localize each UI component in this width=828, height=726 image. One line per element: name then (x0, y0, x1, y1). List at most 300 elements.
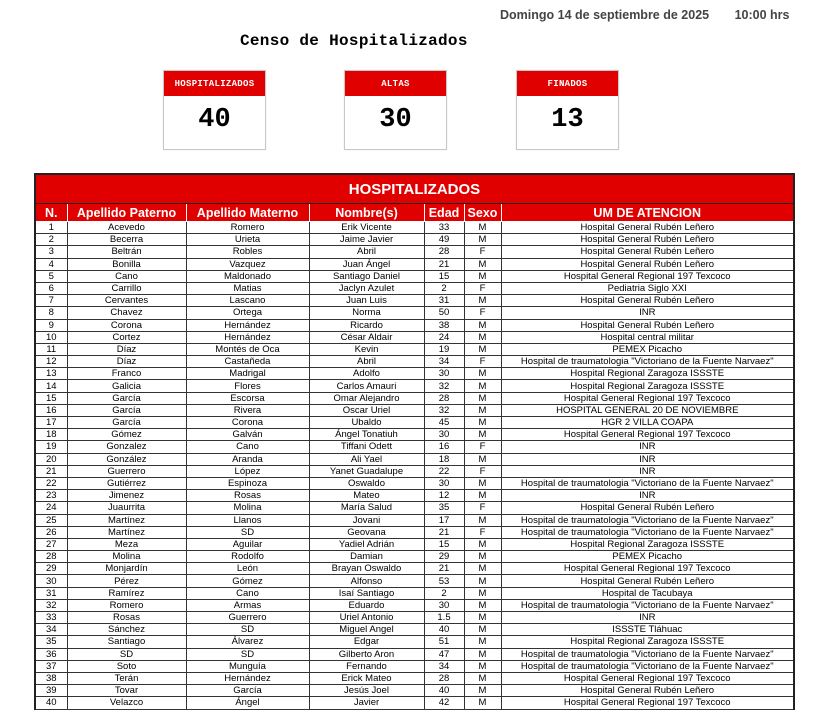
cell-paternal-surname: Ramírez (67, 587, 186, 599)
cell-maternal-surname: SD (186, 526, 309, 538)
hospitalized-card (163, 70, 266, 150)
cell-paternal-surname: Acevedo (67, 222, 186, 234)
cell-given-names: Jesús Joel (309, 685, 424, 697)
cell-number: 29 (36, 563, 67, 575)
cell-age: 19 (424, 343, 464, 355)
cell-given-names: Juan Luis (309, 295, 424, 307)
table-row (36, 502, 793, 514)
table-row (36, 429, 793, 441)
cell-sex: M (464, 514, 501, 526)
cell-care-unit: Hospital General Regional 197 Texcoco (501, 429, 793, 441)
cell-maternal-surname: Lascano (186, 295, 309, 307)
cell-sex: M (464, 599, 501, 611)
cell-age: 40 (424, 624, 464, 636)
cell-given-names: Abril (309, 246, 424, 258)
cell-care-unit: Pediatria Siglo XXI (501, 282, 793, 294)
cell-paternal-surname: Tovar (67, 685, 186, 697)
cell-number: 1 (36, 222, 67, 234)
cell-number: 4 (36, 258, 67, 270)
cell-number: 23 (36, 490, 67, 502)
table-row (36, 343, 793, 355)
cell-maternal-surname: Ángel (186, 697, 309, 709)
time-text: 10:00 hrs (734, 8, 790, 22)
cell-sex: M (464, 331, 501, 343)
cell-age: 21 (424, 526, 464, 538)
cell-sex: M (464, 234, 501, 246)
cell-number: 37 (36, 660, 67, 672)
cell-age: 15 (424, 538, 464, 550)
cell-sex: M (464, 672, 501, 684)
cell-given-names: Edgar (309, 636, 424, 648)
cell-care-unit: Hospital de traumatologia "Victoriano de la Fuente Narvaez" (501, 514, 793, 526)
cell-paternal-surname: Soto (67, 660, 186, 672)
cell-sex: M (464, 343, 501, 355)
cell-paternal-surname: Terán (67, 672, 186, 684)
col-header-age: Edad (424, 204, 464, 222)
table-row (36, 490, 793, 502)
cell-paternal-surname: Gutiérrez (67, 477, 186, 489)
cell-maternal-surname: Hernández (186, 672, 309, 684)
cell-sex: M (464, 270, 501, 282)
cell-maternal-surname: Robles (186, 246, 309, 258)
col-header-number: N. (36, 204, 67, 222)
cell-age: 45 (424, 417, 464, 429)
cell-sex: F (464, 307, 501, 319)
cell-number: 8 (36, 307, 67, 319)
cell-paternal-surname: Beltrán (67, 246, 186, 258)
table-body (36, 222, 793, 710)
cell-number: 21 (36, 465, 67, 477)
cell-sex: M (464, 429, 501, 441)
cell-care-unit: Hospital de traumatologia "Victoriano de la Fuente Narvaez" (501, 356, 793, 368)
cell-care-unit: HOSPITAL GENERAL 20 DE NOVIEMBRE (501, 404, 793, 416)
table-row (36, 380, 793, 392)
cell-age: 16 (424, 441, 464, 453)
cell-paternal-surname: Juaurrita (67, 502, 186, 514)
cell-care-unit: Hospital de traumatologia "Victoriano de la Fuente Narvaez" (501, 660, 793, 672)
table-row (36, 453, 793, 465)
cell-maternal-surname: Madrigal (186, 368, 309, 380)
cell-paternal-surname: González (67, 453, 186, 465)
cell-number: 40 (36, 697, 67, 709)
cell-age: 51 (424, 636, 464, 648)
cell-paternal-surname: Franco (67, 368, 186, 380)
cell-paternal-surname: Meza (67, 538, 186, 550)
cell-age: 2 (424, 587, 464, 599)
table-row (36, 282, 793, 294)
cell-care-unit: Hospital Regional Zaragoza ISSSTE (501, 368, 793, 380)
cell-paternal-surname: Velazco (67, 697, 186, 709)
cell-age: 35 (424, 502, 464, 514)
cell-paternal-surname: Cano (67, 270, 186, 282)
cell-age: 15 (424, 270, 464, 282)
cell-paternal-surname: Gonzalez (67, 441, 186, 453)
table-row (36, 685, 793, 697)
table-row (36, 648, 793, 660)
cell-number: 35 (36, 636, 67, 648)
cell-number: 36 (36, 648, 67, 660)
cell-maternal-surname: Urieta (186, 234, 309, 246)
cell-number: 30 (36, 575, 67, 587)
cell-number: 32 (36, 599, 67, 611)
col-header-sex: Sexo (464, 204, 501, 222)
hospitalized-card-label: HOSPITALIZADOS (164, 71, 265, 96)
cell-paternal-surname: Carrillo (67, 282, 186, 294)
cell-number: 11 (36, 343, 67, 355)
table-row (36, 636, 793, 648)
cell-number: 14 (36, 380, 67, 392)
report-date (500, 8, 790, 22)
table-row (36, 222, 793, 234)
cell-number: 19 (36, 441, 67, 453)
cell-number: 18 (36, 429, 67, 441)
cell-age: 21 (424, 563, 464, 575)
deceased-card-value: 13 (551, 105, 584, 135)
cell-given-names: Oswaldo (309, 477, 424, 489)
cell-number: 33 (36, 612, 67, 624)
deceased-card (516, 70, 619, 150)
cell-sex: M (464, 392, 501, 404)
cell-care-unit: Hospital General Regional 197 Texcoco (501, 270, 793, 282)
cell-age: 30 (424, 477, 464, 489)
cell-maternal-surname: Hernández (186, 331, 309, 343)
cell-given-names: Javier (309, 697, 424, 709)
table-row (36, 417, 793, 429)
cell-sex: M (464, 380, 501, 392)
cell-paternal-surname: Chavez (67, 307, 186, 319)
table-row (36, 295, 793, 307)
cell-sex: F (464, 526, 501, 538)
cell-age: 42 (424, 697, 464, 709)
table-row (36, 465, 793, 477)
table-row (36, 575, 793, 587)
cell-care-unit: Hospital de traumatologia "Victoriano de la Fuente Narvaez" (501, 477, 793, 489)
cell-maternal-surname: López (186, 465, 309, 477)
table-row (36, 697, 793, 709)
cell-maternal-surname: Rivera (186, 404, 309, 416)
cell-maternal-surname: Gómez (186, 575, 309, 587)
cell-paternal-surname: Gómez (67, 429, 186, 441)
cell-given-names: Ali Yael (309, 453, 424, 465)
discharges-card-label: ALTAS (345, 71, 446, 96)
cell-maternal-surname: Rodolfo (186, 551, 309, 563)
cell-maternal-surname: Espinoza (186, 477, 309, 489)
table-row (36, 392, 793, 404)
cell-number: 17 (36, 417, 67, 429)
cell-given-names: Jaclyn Azulet (309, 282, 424, 294)
cell-given-names: Ángel Tonatiuh (309, 429, 424, 441)
cell-sex: F (464, 502, 501, 514)
table-row (36, 368, 793, 380)
cell-given-names: Yadiel Adrián (309, 538, 424, 550)
cell-sex: M (464, 258, 501, 270)
table-row (36, 624, 793, 636)
cell-age: 28 (424, 246, 464, 258)
table-row (36, 404, 793, 416)
table-row (36, 612, 793, 624)
cell-care-unit: Hospital General Rubén Leñero (501, 234, 793, 246)
cell-care-unit: Hospital Regional Zaragoza ISSSTE (501, 538, 793, 550)
cell-given-names: Gilberto Aron (309, 648, 424, 660)
cell-number: 24 (36, 502, 67, 514)
cell-number: 26 (36, 526, 67, 538)
table-row (36, 672, 793, 684)
table-row (36, 551, 793, 563)
table-row (36, 234, 793, 246)
cell-age: 38 (424, 319, 464, 331)
cell-age: 12 (424, 490, 464, 502)
cell-age: 29 (424, 551, 464, 563)
cell-care-unit: Hospital central militar (501, 331, 793, 343)
discharges-card (344, 70, 447, 150)
cell-care-unit: Hospital de Tacubaya (501, 587, 793, 599)
cell-number: 38 (36, 672, 67, 684)
cell-number: 3 (36, 246, 67, 258)
cell-maternal-surname: Aranda (186, 453, 309, 465)
cell-paternal-surname: García (67, 404, 186, 416)
cell-number: 25 (36, 514, 67, 526)
cell-sex: M (464, 624, 501, 636)
cell-paternal-surname: Cervantes (67, 295, 186, 307)
cell-number: 28 (36, 551, 67, 563)
cell-given-names: Brayan Oswaldo (309, 563, 424, 575)
cell-sex: M (464, 685, 501, 697)
cell-maternal-surname: Llanos (186, 514, 309, 526)
cell-maternal-surname: Hernández (186, 319, 309, 331)
cell-care-unit: Hospital General Regional 197 Texcoco (501, 672, 793, 684)
cell-age: 24 (424, 331, 464, 343)
cell-given-names: Ubaldo (309, 417, 424, 429)
census-table (36, 204, 793, 710)
cell-maternal-surname: Romero (186, 222, 309, 234)
cell-given-names: Adolfo (309, 368, 424, 380)
cell-paternal-surname: Bonilla (67, 258, 186, 270)
cell-paternal-surname: SD (67, 648, 186, 660)
cell-paternal-surname: García (67, 392, 186, 404)
col-header-care-unit: UM DE ATENCION (501, 204, 793, 222)
cell-given-names: Kevin (309, 343, 424, 355)
cell-maternal-surname: SD (186, 648, 309, 660)
cell-paternal-surname: Díaz (67, 356, 186, 368)
cell-given-names: Omar Alejandro (309, 392, 424, 404)
table-row (36, 319, 793, 331)
cell-number: 16 (36, 404, 67, 416)
cell-age: 21 (424, 258, 464, 270)
cell-care-unit: Hospital General Rubén Leñero (501, 575, 793, 587)
table-row (36, 599, 793, 611)
cell-maternal-surname: SD (186, 624, 309, 636)
cell-sex: M (464, 417, 501, 429)
cell-paternal-surname: Monjardín (67, 563, 186, 575)
cell-number: 7 (36, 295, 67, 307)
cell-age: 32 (424, 404, 464, 416)
cell-number: 15 (36, 392, 67, 404)
cell-age: 2 (424, 282, 464, 294)
cell-number: 5 (36, 270, 67, 282)
cell-sex: M (464, 222, 501, 234)
cell-maternal-surname: García (186, 685, 309, 697)
table-row (36, 441, 793, 453)
cell-care-unit: INR (501, 441, 793, 453)
cell-paternal-surname: Becerra (67, 234, 186, 246)
cell-care-unit: Hospital General Regional 197 Texcoco (501, 697, 793, 709)
cell-maternal-surname: Aguilar (186, 538, 309, 550)
deceased-card-label: FINADOS (517, 71, 618, 96)
cell-paternal-surname: Jimenez (67, 490, 186, 502)
cell-given-names: Ricardo (309, 319, 424, 331)
cell-number: 39 (36, 685, 67, 697)
col-header-maternal-surname: Apellido Materno (186, 204, 309, 222)
cell-sex: M (464, 612, 501, 624)
cell-sex: F (464, 465, 501, 477)
page-title: Censo de Hospitalizados (240, 32, 468, 50)
cell-age: 33 (424, 222, 464, 234)
cell-number: 12 (36, 356, 67, 368)
cell-age: 31 (424, 295, 464, 307)
cell-care-unit: INR (501, 307, 793, 319)
cell-care-unit: Hospital General Rubén Leñero (501, 222, 793, 234)
cell-maternal-surname: Cano (186, 587, 309, 599)
cell-care-unit: Hospital General Rubén Leñero (501, 246, 793, 258)
cell-given-names: Eduardo (309, 599, 424, 611)
cell-maternal-surname: Ortega (186, 307, 309, 319)
cell-paternal-surname: Díaz (67, 343, 186, 355)
table-row (36, 587, 793, 599)
cell-care-unit: Hospital de traumatologia "Victoriano de la Fuente Narvaez" (501, 599, 793, 611)
cell-paternal-surname: Galicia (67, 380, 186, 392)
cell-maternal-surname: Galván (186, 429, 309, 441)
cell-given-names: Geovana (309, 526, 424, 538)
cell-age: 34 (424, 356, 464, 368)
cell-maternal-surname: Maldonado (186, 270, 309, 282)
cell-maternal-surname: Molina (186, 502, 309, 514)
cell-paternal-surname: García (67, 417, 186, 429)
cell-age: 34 (424, 660, 464, 672)
cell-age: 30 (424, 429, 464, 441)
cell-given-names: Erick Mateo (309, 672, 424, 684)
cell-age: 28 (424, 392, 464, 404)
cell-given-names: Uriel Antonio (309, 612, 424, 624)
col-header-paternal-surname: Apellido Paterno (67, 204, 186, 222)
cell-sex: F (464, 282, 501, 294)
cell-care-unit: INR (501, 465, 793, 477)
cell-sex: M (464, 477, 501, 489)
cell-paternal-surname: Martínez (67, 526, 186, 538)
cell-age: 1.5 (424, 612, 464, 624)
cell-sex: M (464, 563, 501, 575)
cell-given-names: Oscar Uriel (309, 404, 424, 416)
cell-given-names: Alfonso (309, 575, 424, 587)
cell-maternal-surname: Guerrero (186, 612, 309, 624)
cell-given-names: Damian (309, 551, 424, 563)
cell-care-unit: Hospital Regional Zaragoza ISSSTE (501, 380, 793, 392)
census-table-container (34, 173, 795, 710)
cell-age: 30 (424, 368, 464, 380)
cell-maternal-surname: Cano (186, 441, 309, 453)
cell-number: 34 (36, 624, 67, 636)
cell-age: 18 (424, 453, 464, 465)
cell-given-names: Miguel Angel (309, 624, 424, 636)
cell-given-names: Santiago Daniel (309, 270, 424, 282)
cell-maternal-surname: Álvarez (186, 636, 309, 648)
cell-maternal-surname: Castañeda (186, 356, 309, 368)
col-header-given-names: Nombre(s) (309, 204, 424, 222)
cell-number: 31 (36, 587, 67, 599)
cell-sex: F (464, 441, 501, 453)
cell-age: 30 (424, 599, 464, 611)
cell-age: 40 (424, 685, 464, 697)
table-header-row (36, 204, 793, 222)
cell-sex: M (464, 453, 501, 465)
cell-care-unit: PEMEX Picacho (501, 551, 793, 563)
cell-care-unit: ISSSTE Tláhuac (501, 624, 793, 636)
cell-paternal-surname: Rosas (67, 612, 186, 624)
cell-number: 10 (36, 331, 67, 343)
cell-paternal-surname: Martínez (67, 514, 186, 526)
cell-sex: M (464, 295, 501, 307)
cell-maternal-surname: Rosas (186, 490, 309, 502)
cell-given-names: Mateo (309, 490, 424, 502)
cell-given-names: Abril (309, 356, 424, 368)
cell-age: 22 (424, 465, 464, 477)
cell-number: 6 (36, 282, 67, 294)
cell-paternal-surname: Molina (67, 551, 186, 563)
cell-given-names: Erik Vicente (309, 222, 424, 234)
cell-sex: M (464, 368, 501, 380)
cell-age: 50 (424, 307, 464, 319)
cell-care-unit: INR (501, 612, 793, 624)
cell-age: 28 (424, 672, 464, 684)
cell-maternal-surname: Corona (186, 417, 309, 429)
cell-care-unit: Hospital General Rubén Leñero (501, 319, 793, 331)
cell-sex: M (464, 551, 501, 563)
table-row (36, 331, 793, 343)
table-row (36, 246, 793, 258)
cell-sex: F (464, 356, 501, 368)
table-row (36, 660, 793, 672)
cell-care-unit: PEMEX Picacho (501, 343, 793, 355)
cell-given-names: Norma (309, 307, 424, 319)
cell-age: 32 (424, 380, 464, 392)
cell-given-names: César Aldair (309, 331, 424, 343)
cell-maternal-surname: Vazquez (186, 258, 309, 270)
cell-sex: M (464, 490, 501, 502)
cell-given-names: Juan Ángel (309, 258, 424, 270)
table-row (36, 538, 793, 550)
cell-age: 17 (424, 514, 464, 526)
cell-care-unit: Hospital de traumatologia "Victoriano de la Fuente Narvaez" (501, 526, 793, 538)
cell-number: 2 (36, 234, 67, 246)
cell-given-names: Tiffani Odett (309, 441, 424, 453)
cell-number: 27 (36, 538, 67, 550)
cell-sex: M (464, 404, 501, 416)
cell-given-names: Jaime Javier (309, 234, 424, 246)
cell-maternal-surname: Flores (186, 380, 309, 392)
cell-given-names: Yanet Guadalupe (309, 465, 424, 477)
cell-paternal-surname: Cortez (67, 331, 186, 343)
cell-given-names: Isaí Santiago (309, 587, 424, 599)
cell-age: 53 (424, 575, 464, 587)
table-banner: HOSPITALIZADOS (36, 175, 793, 204)
cell-number: 9 (36, 319, 67, 331)
cell-care-unit: Hospital de traumatologia "Victoriano de la Fuente Narvaez" (501, 648, 793, 660)
table-row (36, 526, 793, 538)
cell-care-unit: HGR 2 VILLA COAPA (501, 417, 793, 429)
cell-care-unit: Hospital General Rubén Leñero (501, 685, 793, 697)
table-row (36, 563, 793, 575)
cell-care-unit: INR (501, 490, 793, 502)
cell-sex: M (464, 697, 501, 709)
